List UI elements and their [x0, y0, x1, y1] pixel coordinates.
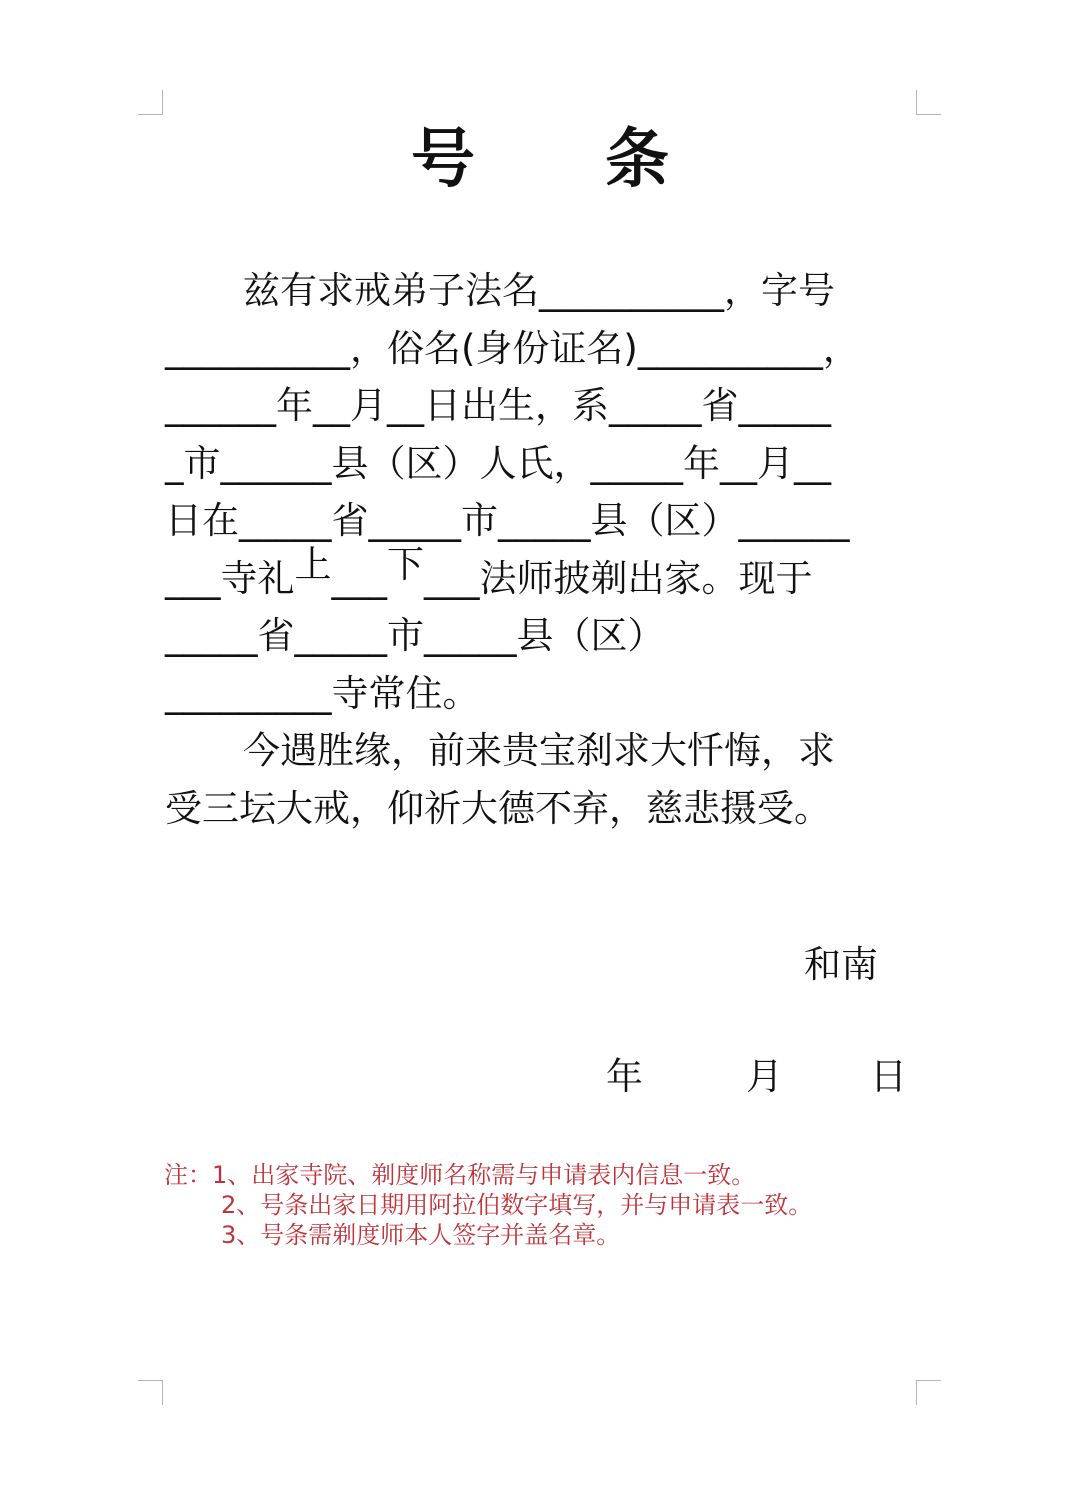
- body-line-1: 兹有求戒弟子法名__________，字号: [243, 269, 835, 312]
- body-line-7: _____省_____市_____县（区）: [165, 614, 665, 657]
- document-title: [0, 120, 1080, 200]
- line6-blank-end: ___: [424, 556, 480, 600]
- page-corner-mark-bottom-left: [138, 1380, 163, 1405]
- body-line-8: _________寺常住。: [165, 671, 480, 715]
- body-line-3: ______年__月__日出生，系_____省_____: [165, 384, 831, 427]
- title-char-1: 号: [411, 123, 475, 197]
- date-month-label: 月: [746, 1055, 783, 1098]
- line6-blank-mid: ___: [331, 556, 387, 600]
- notes-section: [164, 1160, 812, 1250]
- page-corner-mark-top-left: [138, 90, 163, 115]
- line6-end: 法师披剃出家。现于: [479, 556, 813, 600]
- page-corner-mark-top-right: [916, 90, 941, 115]
- signature-label: 和南: [804, 943, 878, 986]
- note-3: 3、号条需剃度师本人签字并盖名章。: [221, 1221, 621, 1249]
- page-corner-mark-bottom-right: [916, 1380, 941, 1405]
- body-line-10: 受三坛大戒，仰祈大德不弃，慈悲摄受。: [165, 786, 831, 830]
- note-1: 注：1、出家寺院、剃度师名称需与申请表内信息一致。: [164, 1161, 756, 1189]
- title-char-2: 条: [605, 123, 669, 197]
- date-day-label: 日: [870, 1055, 907, 1098]
- body-line-2: __________，俗名(身份证名)__________，: [165, 326, 860, 370]
- superscript-upper: 上: [294, 542, 332, 586]
- body-line-4: _市______县（区）人氏，_____年__月__: [165, 441, 831, 485]
- body-line-5: 日在_____省_____市_____县（区）______: [165, 499, 850, 542]
- body-line-9: 今遇胜缘，前来贵宝刹求大忏悔，求: [243, 729, 835, 772]
- body-line-6: [165, 542, 925, 608]
- note-2: 2、号条出家日期用阿拉伯数字填写，并与申请表一致。: [221, 1191, 813, 1219]
- document-body: [165, 262, 925, 837]
- superscript-lower: 下: [387, 542, 424, 586]
- date-year-label: 年: [606, 1055, 643, 1098]
- line6-start: ___寺礼: [165, 556, 295, 600]
